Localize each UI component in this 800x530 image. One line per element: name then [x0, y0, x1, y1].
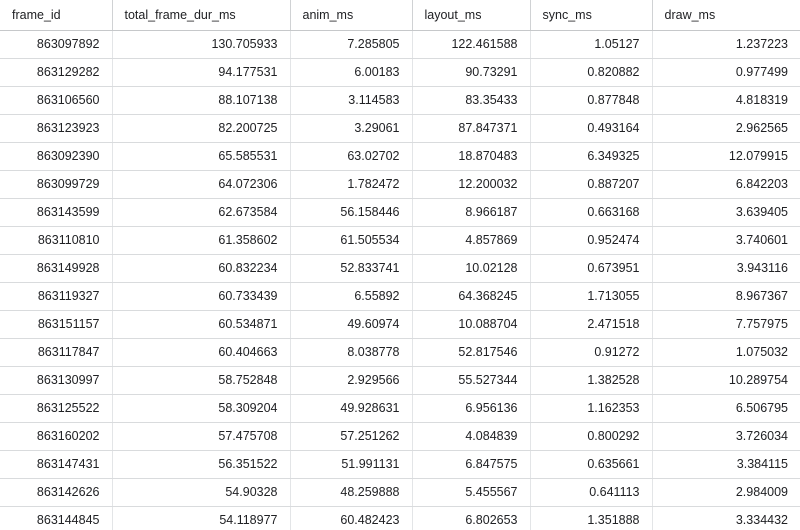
- cell-sync-ms: 1.382528: [530, 367, 652, 395]
- cell-frame-id: 863119327: [0, 283, 112, 311]
- table-header-row: [0, 0, 800, 31]
- cell-frame-id: 863110810: [0, 227, 112, 255]
- cell-layout-ms: 6.847575: [412, 451, 530, 479]
- table-body: [0, 31, 800, 530]
- cell-frame-id: 863130997: [0, 367, 112, 395]
- cell-anim-ms: 63.02702: [290, 143, 412, 171]
- cell-anim-ms: 3.29061: [290, 115, 412, 143]
- cell-anim-ms: 56.158446: [290, 199, 412, 227]
- cell-anim-ms: 61.505534: [290, 227, 412, 255]
- cell-anim-ms: 2.929566: [290, 367, 412, 395]
- cell-sync-ms: 2.471518: [530, 311, 652, 339]
- cell-total-frame-dur-ms: 82.200725: [112, 115, 290, 143]
- table-row[interactable]: [0, 423, 800, 451]
- cell-draw-ms: 7.757975: [652, 311, 800, 339]
- cell-anim-ms: 60.482423: [290, 507, 412, 530]
- cell-total-frame-dur-ms: 54.90328: [112, 479, 290, 507]
- table-row[interactable]: [0, 283, 800, 311]
- cell-layout-ms: 83.35433: [412, 87, 530, 115]
- cell-draw-ms: 2.984009: [652, 479, 800, 507]
- cell-total-frame-dur-ms: 60.832234: [112, 255, 290, 283]
- cell-frame-id: 863160202: [0, 423, 112, 451]
- cell-sync-ms: 0.673951: [530, 255, 652, 283]
- cell-draw-ms: 6.842203: [652, 171, 800, 199]
- table-row[interactable]: [0, 367, 800, 395]
- cell-draw-ms: 2.962565: [652, 115, 800, 143]
- cell-anim-ms: 6.55892: [290, 283, 412, 311]
- cell-total-frame-dur-ms: 62.673584: [112, 199, 290, 227]
- cell-total-frame-dur-ms: 54.118977: [112, 507, 290, 530]
- cell-frame-id: 863144845: [0, 507, 112, 530]
- cell-anim-ms: 3.114583: [290, 87, 412, 115]
- cell-frame-id: 863142626: [0, 479, 112, 507]
- cell-frame-id: 863125522: [0, 395, 112, 423]
- cell-draw-ms: 3.639405: [652, 199, 800, 227]
- cell-frame-id: 863123923: [0, 115, 112, 143]
- table-row[interactable]: [0, 451, 800, 479]
- cell-sync-ms: 0.877848: [530, 87, 652, 115]
- cell-sync-ms: 0.952474: [530, 227, 652, 255]
- cell-sync-ms: 0.820882: [530, 59, 652, 87]
- cell-draw-ms: 3.384115: [652, 451, 800, 479]
- table-row[interactable]: [0, 199, 800, 227]
- table-row[interactable]: [0, 311, 800, 339]
- table-row[interactable]: [0, 59, 800, 87]
- cell-layout-ms: 87.847371: [412, 115, 530, 143]
- table-row[interactable]: [0, 255, 800, 283]
- cell-total-frame-dur-ms: 130.705933: [112, 31, 290, 59]
- cell-anim-ms: 48.259888: [290, 479, 412, 507]
- cell-total-frame-dur-ms: 60.733439: [112, 283, 290, 311]
- table-row[interactable]: [0, 171, 800, 199]
- cell-sync-ms: 1.162353: [530, 395, 652, 423]
- cell-frame-id: 863147431: [0, 451, 112, 479]
- cell-frame-id: 863092390: [0, 143, 112, 171]
- cell-layout-ms: 90.73291: [412, 59, 530, 87]
- column-header-draw-ms[interactable]: draw_ms: [652, 0, 800, 31]
- cell-frame-id: 863151157: [0, 311, 112, 339]
- cell-draw-ms: 10.289754: [652, 367, 800, 395]
- cell-draw-ms: 8.967367: [652, 283, 800, 311]
- cell-layout-ms: 12.200032: [412, 171, 530, 199]
- cell-draw-ms: 12.079915: [652, 143, 800, 171]
- cell-total-frame-dur-ms: 64.072306: [112, 171, 290, 199]
- cell-total-frame-dur-ms: 65.585531: [112, 143, 290, 171]
- table-row[interactable]: [0, 143, 800, 171]
- cell-layout-ms: 64.368245: [412, 283, 530, 311]
- column-header-anim-ms[interactable]: anim_ms: [290, 0, 412, 31]
- cell-anim-ms: 51.991131: [290, 451, 412, 479]
- cell-sync-ms: 6.349325: [530, 143, 652, 171]
- cell-frame-id: 863117847: [0, 339, 112, 367]
- cell-sync-ms: 0.800292: [530, 423, 652, 451]
- column-header-total-frame-dur-ms[interactable]: total_frame_dur_ms: [112, 0, 290, 31]
- table-row[interactable]: [0, 479, 800, 507]
- cell-draw-ms: 6.506795: [652, 395, 800, 423]
- cell-anim-ms: 7.285805: [290, 31, 412, 59]
- cell-total-frame-dur-ms: 94.177531: [112, 59, 290, 87]
- column-header-layout-ms[interactable]: layout_ms: [412, 0, 530, 31]
- cell-anim-ms: 8.038778: [290, 339, 412, 367]
- cell-draw-ms: 3.943116: [652, 255, 800, 283]
- cell-anim-ms: 57.251262: [290, 423, 412, 451]
- cell-anim-ms: 49.60974: [290, 311, 412, 339]
- cell-draw-ms: 0.977499: [652, 59, 800, 87]
- cell-frame-id: 863129282: [0, 59, 112, 87]
- cell-sync-ms: 0.635661: [530, 451, 652, 479]
- cell-layout-ms: 4.857869: [412, 227, 530, 255]
- cell-sync-ms: 1.713055: [530, 283, 652, 311]
- cell-draw-ms: 1.075032: [652, 339, 800, 367]
- cell-anim-ms: 49.928631: [290, 395, 412, 423]
- cell-sync-ms: 1.351888: [530, 507, 652, 530]
- cell-sync-ms: 1.05127: [530, 31, 652, 59]
- cell-draw-ms: 4.818319: [652, 87, 800, 115]
- cell-total-frame-dur-ms: 60.404663: [112, 339, 290, 367]
- table-row[interactable]: [0, 395, 800, 423]
- column-header-frame-id[interactable]: frame_id: [0, 0, 112, 31]
- cell-total-frame-dur-ms: 58.752848: [112, 367, 290, 395]
- cell-anim-ms: 52.833741: [290, 255, 412, 283]
- cell-layout-ms: 4.084839: [412, 423, 530, 451]
- cell-sync-ms: 0.493164: [530, 115, 652, 143]
- cell-layout-ms: 8.966187: [412, 199, 530, 227]
- table-row[interactable]: [0, 115, 800, 143]
- cell-draw-ms: 3.740601: [652, 227, 800, 255]
- cell-layout-ms: 6.956136: [412, 395, 530, 423]
- column-header-sync-ms[interactable]: sync_ms: [530, 0, 652, 31]
- cell-frame-id: 863149928: [0, 255, 112, 283]
- table-row[interactable]: [0, 227, 800, 255]
- cell-layout-ms: 10.02128: [412, 255, 530, 283]
- table-header: [0, 0, 800, 31]
- cell-layout-ms: 5.455567: [412, 479, 530, 507]
- cell-frame-id: 863143599: [0, 199, 112, 227]
- table-row[interactable]: [0, 87, 800, 115]
- cell-frame-id: 863097892: [0, 31, 112, 59]
- cell-layout-ms: 55.527344: [412, 367, 530, 395]
- cell-anim-ms: 6.00183: [290, 59, 412, 87]
- cell-layout-ms: 18.870483: [412, 143, 530, 171]
- cell-total-frame-dur-ms: 58.309204: [112, 395, 290, 423]
- table-row[interactable]: [0, 507, 800, 530]
- cell-sync-ms: 0.91272: [530, 339, 652, 367]
- cell-sync-ms: 0.887207: [530, 171, 652, 199]
- cell-total-frame-dur-ms: 60.534871: [112, 311, 290, 339]
- cell-frame-id: 863099729: [0, 171, 112, 199]
- cell-layout-ms: 6.802653: [412, 507, 530, 530]
- table-row[interactable]: [0, 339, 800, 367]
- cell-layout-ms: 52.817546: [412, 339, 530, 367]
- cell-total-frame-dur-ms: 57.475708: [112, 423, 290, 451]
- cell-frame-id: 863106560: [0, 87, 112, 115]
- cell-draw-ms: 1.237223: [652, 31, 800, 59]
- cell-sync-ms: 0.641113: [530, 479, 652, 507]
- cell-total-frame-dur-ms: 56.351522: [112, 451, 290, 479]
- cell-layout-ms: 10.088704: [412, 311, 530, 339]
- cell-layout-ms: 122.461588: [412, 31, 530, 59]
- cell-total-frame-dur-ms: 61.358602: [112, 227, 290, 255]
- cell-sync-ms: 0.663168: [530, 199, 652, 227]
- cell-anim-ms: 1.782472: [290, 171, 412, 199]
- cell-draw-ms: 3.726034: [652, 423, 800, 451]
- table-row[interactable]: [0, 31, 800, 59]
- cell-draw-ms: 3.334432: [652, 507, 800, 530]
- cell-total-frame-dur-ms: 88.107138: [112, 87, 290, 115]
